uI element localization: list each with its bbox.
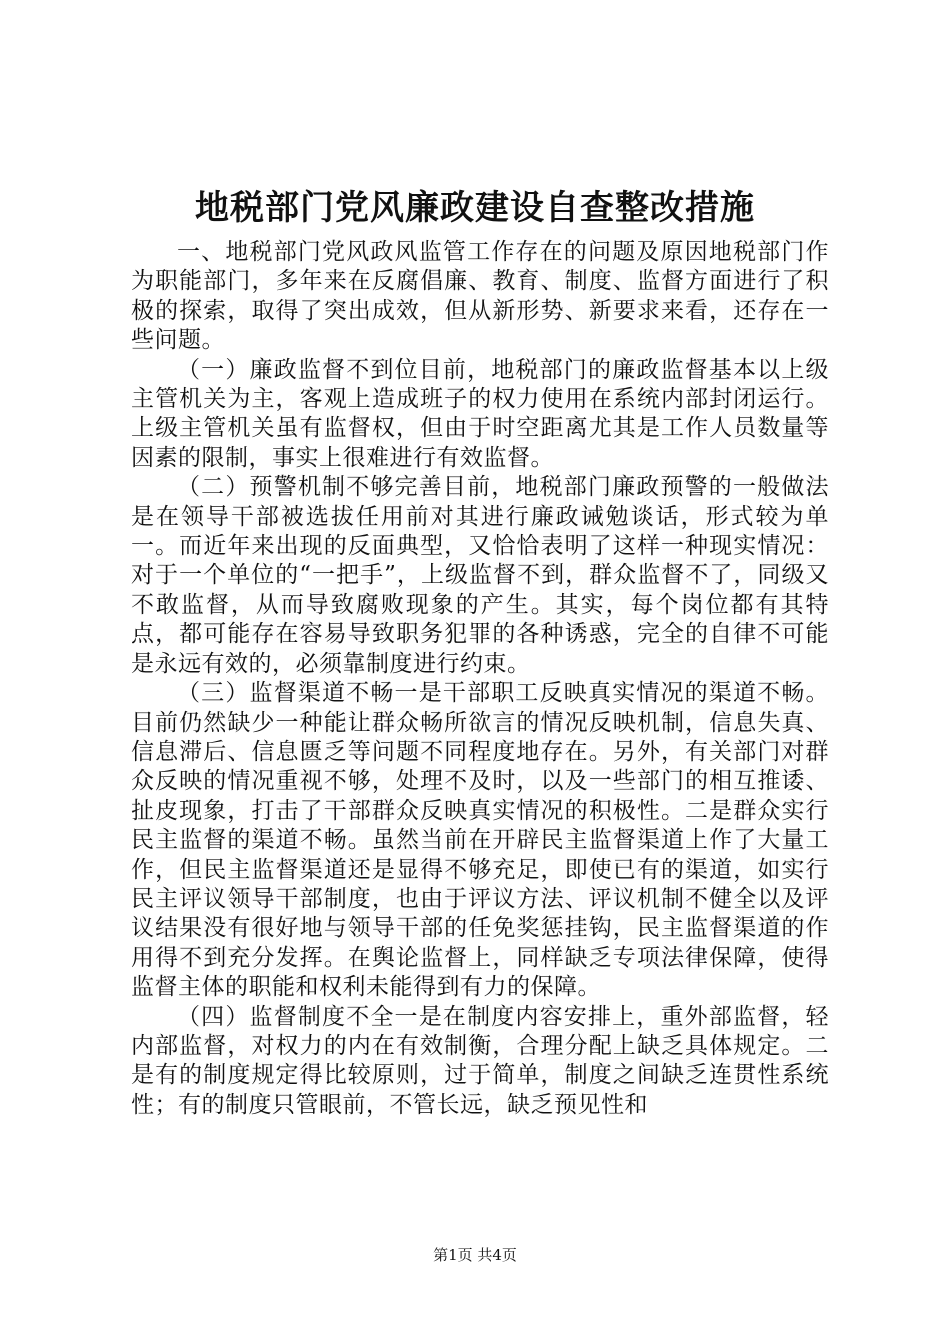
- document-body: [131, 238, 829, 1120]
- document-title: 地税部门党风廉政建设自查整改措施: [195, 188, 755, 228]
- paragraph-section-2: （二）预警机制不够完善目前，地税部门廉政预警的一般做法是在领导干部被选拔任用前对其进行廉政诫勉谈话，形式较为单一。而近年来出现的反面典型，又恰恰表明了这样一种现实情况：对于一个单位的“一把手”，上级监督不到，群众监督不了，同级又不敢监督，从而导致腐败现象的产生。其实，每个岗位都有其特点，都可能存在容易导致职务犯罪的各种诱惑，完全的自律不可能是永远有效的，必须靠制度进行约束。: [131, 474, 829, 677]
- paragraph-section-1: （一）廉政监督不到位目前，地税部门的廉政监督基本以上级主管机关为主，客观上造成班子的权力使用在系统内部封闭运行。上级主管机关虽有监督权，但由于时空距离尤其是工作人员数量等因素的限制，事实上很难进行有效监督。: [131, 356, 829, 471]
- paragraph-intro: 一、地税部门党风政风监管工作存在的问题及原因地税部门作为职能部门，多年来在反腐倡廉、教育、制度、监督方面进行了积极的探索，取得了突出成效，但从新形势、新要求来看，还存在一些问题。: [131, 239, 829, 354]
- page-number-footer: 第1页 共4页: [433, 1246, 517, 1264]
- paragraph-section-3: （三）监督渠道不畅一是干部职工反映真实情况的渠道不畅。目前仍然缺少一种能让群众畅所欲言的情况反映机制，信息失真、信息滞后、信息匮乏等问题不同程度地存在。另外，有关部门对群众反映的情况重视不够，处理不及时，以及一些部门的相互推诿、扯皮现象，打击了干部群众反映真实情况的积极性。二是群众实行民主监督的渠道不畅。虽然当前在开辟民主监督渠道上作了大量工作，但民主监督渠道还是显得不够充足，即使已有的渠道，如实行民主评议领导干部制度，也由于评议方法、评议机制不健全以及评议结果没有很好地与领导干部的任免奖惩挂钩，民主监督渠道的作用得不到充分发挥。在舆论监督上，同样缺乏专项法律保障，使得监督主体的职能和权利未能得到有力的保障。: [131, 680, 829, 1001]
- paragraph-section-4: （四）监督制度不全一是在制度内容安排上，重外部监督，轻内部监督，对权力的内在有效制衡，合理分配上缺乏具体规定。二是有的制度规定得比较原则，过于简单，制度之间缺乏连贯性系统性；有的制度只管眼前，不管长远，缺乏预见性和: [131, 1003, 829, 1118]
